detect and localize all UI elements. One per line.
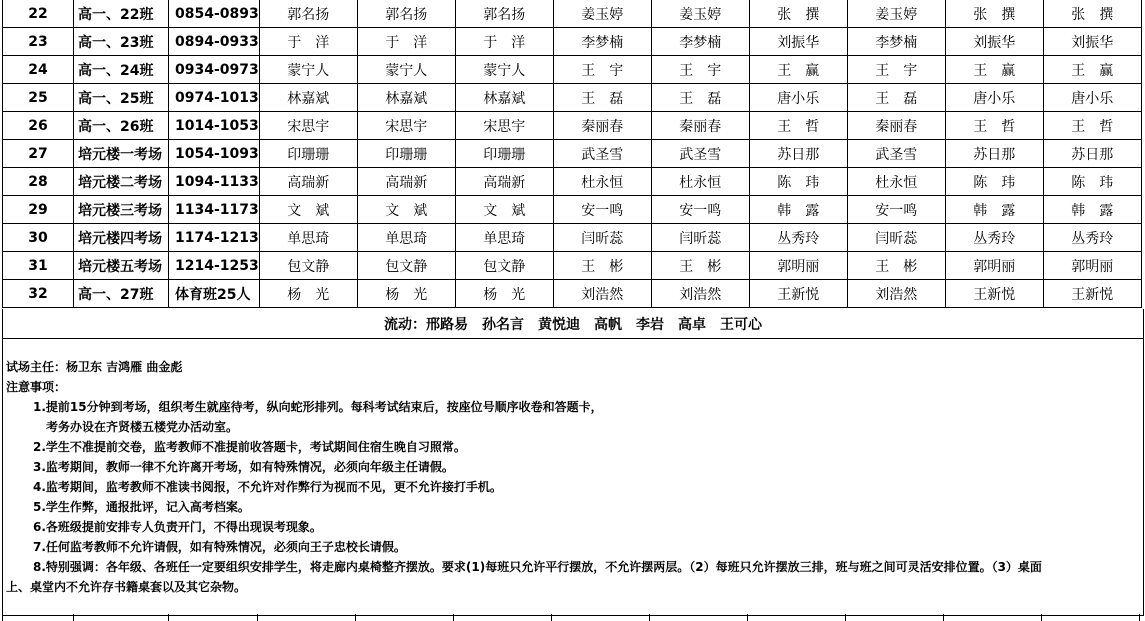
roving-invigilators [2, 309, 1144, 339]
invigilator-cell: 李梦楠 [847, 28, 945, 56]
invigilator-cell: 宋思宇 [259, 112, 357, 140]
invigilator-cell: 包文静 [357, 252, 455, 280]
invigilator-cell: 王 宇 [553, 56, 651, 84]
invigilator-cell: 林嘉斌 [455, 84, 553, 112]
invigilator-cell: 刘浩然 [651, 280, 749, 308]
invigilator-cell: 李梦楠 [553, 28, 651, 56]
seat-range-cell: 1134-1173 [169, 196, 260, 224]
room-location-cell: 培元楼二考场 [74, 168, 169, 196]
note-item: 4.监考期间，监考教师不准读书阅报，不允许对作弊行为视而不见，更不允许接打手机。 [33, 480, 502, 494]
invigilator-cell: 单思琦 [259, 224, 357, 252]
invigilator-cell: 郭明丽 [945, 252, 1043, 280]
invigilator-cell: 包文静 [455, 252, 553, 280]
notes-section [2, 339, 1144, 616]
invigilator-cell: 苏日那 [749, 140, 847, 168]
invigilator-cell: 武圣雪 [553, 140, 651, 168]
invigilator-cell: 韩 露 [1043, 196, 1141, 224]
invigilator-cell: 林嘉斌 [259, 84, 357, 112]
table-row [3, 196, 1142, 224]
invigilator-cell: 郭名扬 [357, 0, 455, 28]
invigilator-cell: 刘浩然 [847, 280, 945, 308]
invigilator-cell: 于 洋 [455, 28, 553, 56]
invigilator-cell: 王 哲 [1043, 112, 1141, 140]
invigilator-cell: 单思琦 [357, 224, 455, 252]
next-row-gridlines [0, 614, 1145, 621]
invigilator-cell: 王新悦 [945, 280, 1043, 308]
invigilator-cell: 韩 露 [749, 196, 847, 224]
invigilator-cell: 于 洋 [259, 28, 357, 56]
invigilator-cell: 安一鸣 [553, 196, 651, 224]
room-location-cell: 培元楼四考场 [74, 224, 169, 252]
invigilator-cell: 杨 光 [357, 280, 455, 308]
room-location-cell: 高一、24班 [74, 56, 169, 84]
invigilator-cell: 秦丽春 [553, 112, 651, 140]
invigilator-cell: 王 磊 [651, 84, 749, 112]
roving-name: 高帆 [594, 316, 622, 333]
notes-heading: 注意事项： [6, 380, 67, 394]
invigilator-cell: 宋思宇 [455, 112, 553, 140]
invigilator-cell: 王 宇 [847, 56, 945, 84]
seat-range-cell: 1014-1053 [169, 112, 260, 140]
note-item: 考务办设在齐贤楼五楼党办活动室。 [46, 420, 239, 434]
seat-range-cell: 0894-0933 [169, 28, 260, 56]
note-item: 2.学生不准提前交卷，监考教师不准提前收答题卡，考试期间住宿生晚自习照常。 [33, 440, 466, 454]
room-number-cell: 25 [3, 84, 74, 112]
table-row [3, 0, 1142, 28]
invigilator-cell: 闫昕蕊 [651, 224, 749, 252]
invigilator-cell: 张 撰 [1043, 0, 1141, 28]
invigilator-cell: 丛秀玲 [945, 224, 1043, 252]
invigilator-cell: 印珊珊 [357, 140, 455, 168]
room-number-cell: 24 [3, 56, 74, 84]
invigilator-cell: 安一鸣 [651, 196, 749, 224]
room-number-cell: 23 [3, 28, 74, 56]
invigilator-cell: 王 磊 [847, 84, 945, 112]
room-location-cell: 高一、23班 [74, 28, 169, 56]
roving-name: 孙名言 [482, 316, 524, 333]
room-location-cell: 培元楼五考场 [74, 252, 169, 280]
note-item: 3.监考期间，教师一律不允许离开考场，如有特殊情况，必须向年级主任请假。 [33, 460, 454, 474]
note-item: 6.各班级提前安排专人负责开门，不得出现误考现象。 [33, 520, 322, 534]
invigilator-cell: 杜永恒 [553, 168, 651, 196]
invigilator-cell: 陈 玮 [749, 168, 847, 196]
invigilator-cell: 单思琦 [455, 224, 553, 252]
roving-name: 邢路易 [426, 316, 468, 333]
invigilator-cell: 武圣雪 [847, 140, 945, 168]
invigilator-cell: 杨 光 [455, 280, 553, 308]
invigilator-cell: 王 赢 [1043, 56, 1141, 84]
table-row [3, 112, 1142, 140]
invigilator-cell: 高瑞新 [357, 168, 455, 196]
room-number-cell: 31 [3, 252, 74, 280]
invigilator-cell: 高瑞新 [455, 168, 553, 196]
roving-name: 黄悦迪 [538, 316, 580, 333]
invigilator-cell: 高瑞新 [259, 168, 357, 196]
invigilator-cell: 王新悦 [749, 280, 847, 308]
seat-range-cell: 1174-1213 [169, 224, 260, 252]
seat-range-cell: 0854-0893 [169, 0, 260, 28]
invigilator-cell: 王 哲 [749, 112, 847, 140]
seat-range-cell: 0974-1013 [169, 84, 260, 112]
invigilator-cell: 秦丽春 [651, 112, 749, 140]
invigilator-cell: 王 赢 [749, 56, 847, 84]
invigilator-cell: 郭明丽 [1043, 252, 1141, 280]
invigilator-cell: 姜玉婷 [651, 0, 749, 28]
invigilator-cell: 王新悦 [1043, 280, 1141, 308]
room-number-cell: 30 [3, 224, 74, 252]
invigilator-cell: 丛秀玲 [749, 224, 847, 252]
room-number-cell: 26 [3, 112, 74, 140]
invigilator-cell: 文 斌 [259, 196, 357, 224]
invigilator-cell: 刘振华 [749, 28, 847, 56]
invigilator-cell: 文 斌 [455, 196, 553, 224]
invigilator-cell: 蒙宁人 [455, 56, 553, 84]
invigilator-cell: 王 哲 [945, 112, 1043, 140]
invigilator-cell: 苏日那 [945, 140, 1043, 168]
invigilator-cell: 刘振华 [1043, 28, 1141, 56]
invigilator-cell: 陈 玮 [1043, 168, 1141, 196]
invigilator-cell: 郭名扬 [259, 0, 357, 28]
seat-range-cell: 1214-1253 [169, 252, 260, 280]
exam-room-table [2, 0, 1142, 308]
invigilator-cell: 姜玉婷 [553, 0, 651, 28]
invigilator-cell: 宋思宇 [357, 112, 455, 140]
invigilator-cell: 张 撰 [749, 0, 847, 28]
table-row [3, 280, 1142, 308]
invigilator-cell: 唐小乐 [1043, 84, 1141, 112]
invigilator-cell: 唐小乐 [749, 84, 847, 112]
invigilator-cell: 杜永恒 [651, 168, 749, 196]
invigilator-cell: 王 赢 [945, 56, 1043, 84]
roving-name: 李岩 [636, 316, 664, 333]
invigilator-cell: 林嘉斌 [357, 84, 455, 112]
table-row [3, 84, 1142, 112]
invigilator-cell: 苏日那 [1043, 140, 1141, 168]
invigilator-cell: 张 撰 [945, 0, 1043, 28]
invigilator-cell: 闫昕蕊 [553, 224, 651, 252]
invigilator-cell: 印珊珊 [259, 140, 357, 168]
exam-schedule-sheet [2, 0, 1142, 308]
invigilator-cell: 郭明丽 [749, 252, 847, 280]
invigilator-cell: 杜永恒 [847, 168, 945, 196]
invigilator-cell: 闫昕蕊 [847, 224, 945, 252]
note-item: 8.特别强调：各年级、各班任一定要组织安排学生，将走廊内桌椅整齐摆放。要求(1)每班只允许平行摆放，不允许摆两层。（2）每班只允许摆放三排，班与班之间可灵活安排位置。（3）桌面 [33, 560, 1042, 574]
room-number-cell: 32 [3, 280, 74, 308]
seat-range-cell: 1094-1133 [169, 168, 260, 196]
room-location-cell: 培元楼一考场 [74, 140, 169, 168]
invigilator-cell: 印珊珊 [455, 140, 553, 168]
invigilator-cell: 陈 玮 [945, 168, 1043, 196]
invigilator-cell: 韩 露 [945, 196, 1043, 224]
room-location-cell: 高一、27班 [74, 280, 169, 308]
note-item: 1.提前15分钟到考场，组织考生就座待考，纵向蛇形排列。每科考试结束后，按座位号顺序收卷和答题卡， [33, 400, 603, 414]
invigilator-cell: 蒙宁人 [259, 56, 357, 84]
room-number-cell: 29 [3, 196, 74, 224]
table-row [3, 224, 1142, 252]
invigilator-cell: 丛秀玲 [1043, 224, 1141, 252]
exam-directors: 试场主任：杨卫东 吉鸿雁 曲金彪 [6, 360, 183, 374]
invigilator-cell: 于 洋 [357, 28, 455, 56]
table-row [3, 56, 1142, 84]
invigilator-cell: 蒙宁人 [357, 56, 455, 84]
table-row [3, 28, 1142, 56]
invigilator-cell: 杨 光 [259, 280, 357, 308]
invigilator-cell: 王 彬 [651, 252, 749, 280]
roving-name: 高卓 [678, 316, 706, 333]
table-row [3, 140, 1142, 168]
note-item: 5.学生作弊，通报批评，记入高考档案。 [33, 500, 250, 514]
invigilator-cell: 安一鸣 [847, 196, 945, 224]
invigilator-cell: 王 磊 [553, 84, 651, 112]
room-location-cell: 高一、22班 [74, 0, 169, 28]
invigilator-cell: 李梦楠 [651, 28, 749, 56]
invigilator-cell: 郭名扬 [455, 0, 553, 28]
roving-name: 王可心 [720, 316, 762, 333]
room-location-cell: 高一、25班 [74, 84, 169, 112]
table-row [3, 168, 1142, 196]
invigilator-cell: 刘浩然 [553, 280, 651, 308]
note-item: 上、桌堂内不允许存书籍桌套以及其它杂物。 [6, 580, 247, 594]
invigilator-cell: 武圣雪 [651, 140, 749, 168]
room-location-cell: 培元楼三考场 [74, 196, 169, 224]
invigilator-cell: 文 斌 [357, 196, 455, 224]
invigilator-cell: 姜玉婷 [847, 0, 945, 28]
invigilator-cell: 秦丽春 [847, 112, 945, 140]
seat-range-cell: 0934-0973 [169, 56, 260, 84]
invigilator-cell: 王 彬 [553, 252, 651, 280]
seat-range-cell: 体育班25人 [169, 280, 260, 308]
room-number-cell: 22 [3, 0, 74, 28]
invigilator-cell: 刘振华 [945, 28, 1043, 56]
invigilator-cell: 唐小乐 [945, 84, 1043, 112]
table-row [3, 252, 1142, 280]
note-item: 7.任何监考教师不允许请假，如有特殊情况，必须向王子忠校长请假。 [33, 540, 406, 554]
invigilator-cell: 王 宇 [651, 56, 749, 84]
roving-label: 流动： [384, 316, 426, 333]
room-number-cell: 27 [3, 140, 74, 168]
invigilator-cell: 王 彬 [847, 252, 945, 280]
invigilator-cell: 包文静 [259, 252, 357, 280]
room-location-cell: 高一、26班 [74, 112, 169, 140]
seat-range-cell: 1054-1093 [169, 140, 260, 168]
room-number-cell: 28 [3, 168, 74, 196]
